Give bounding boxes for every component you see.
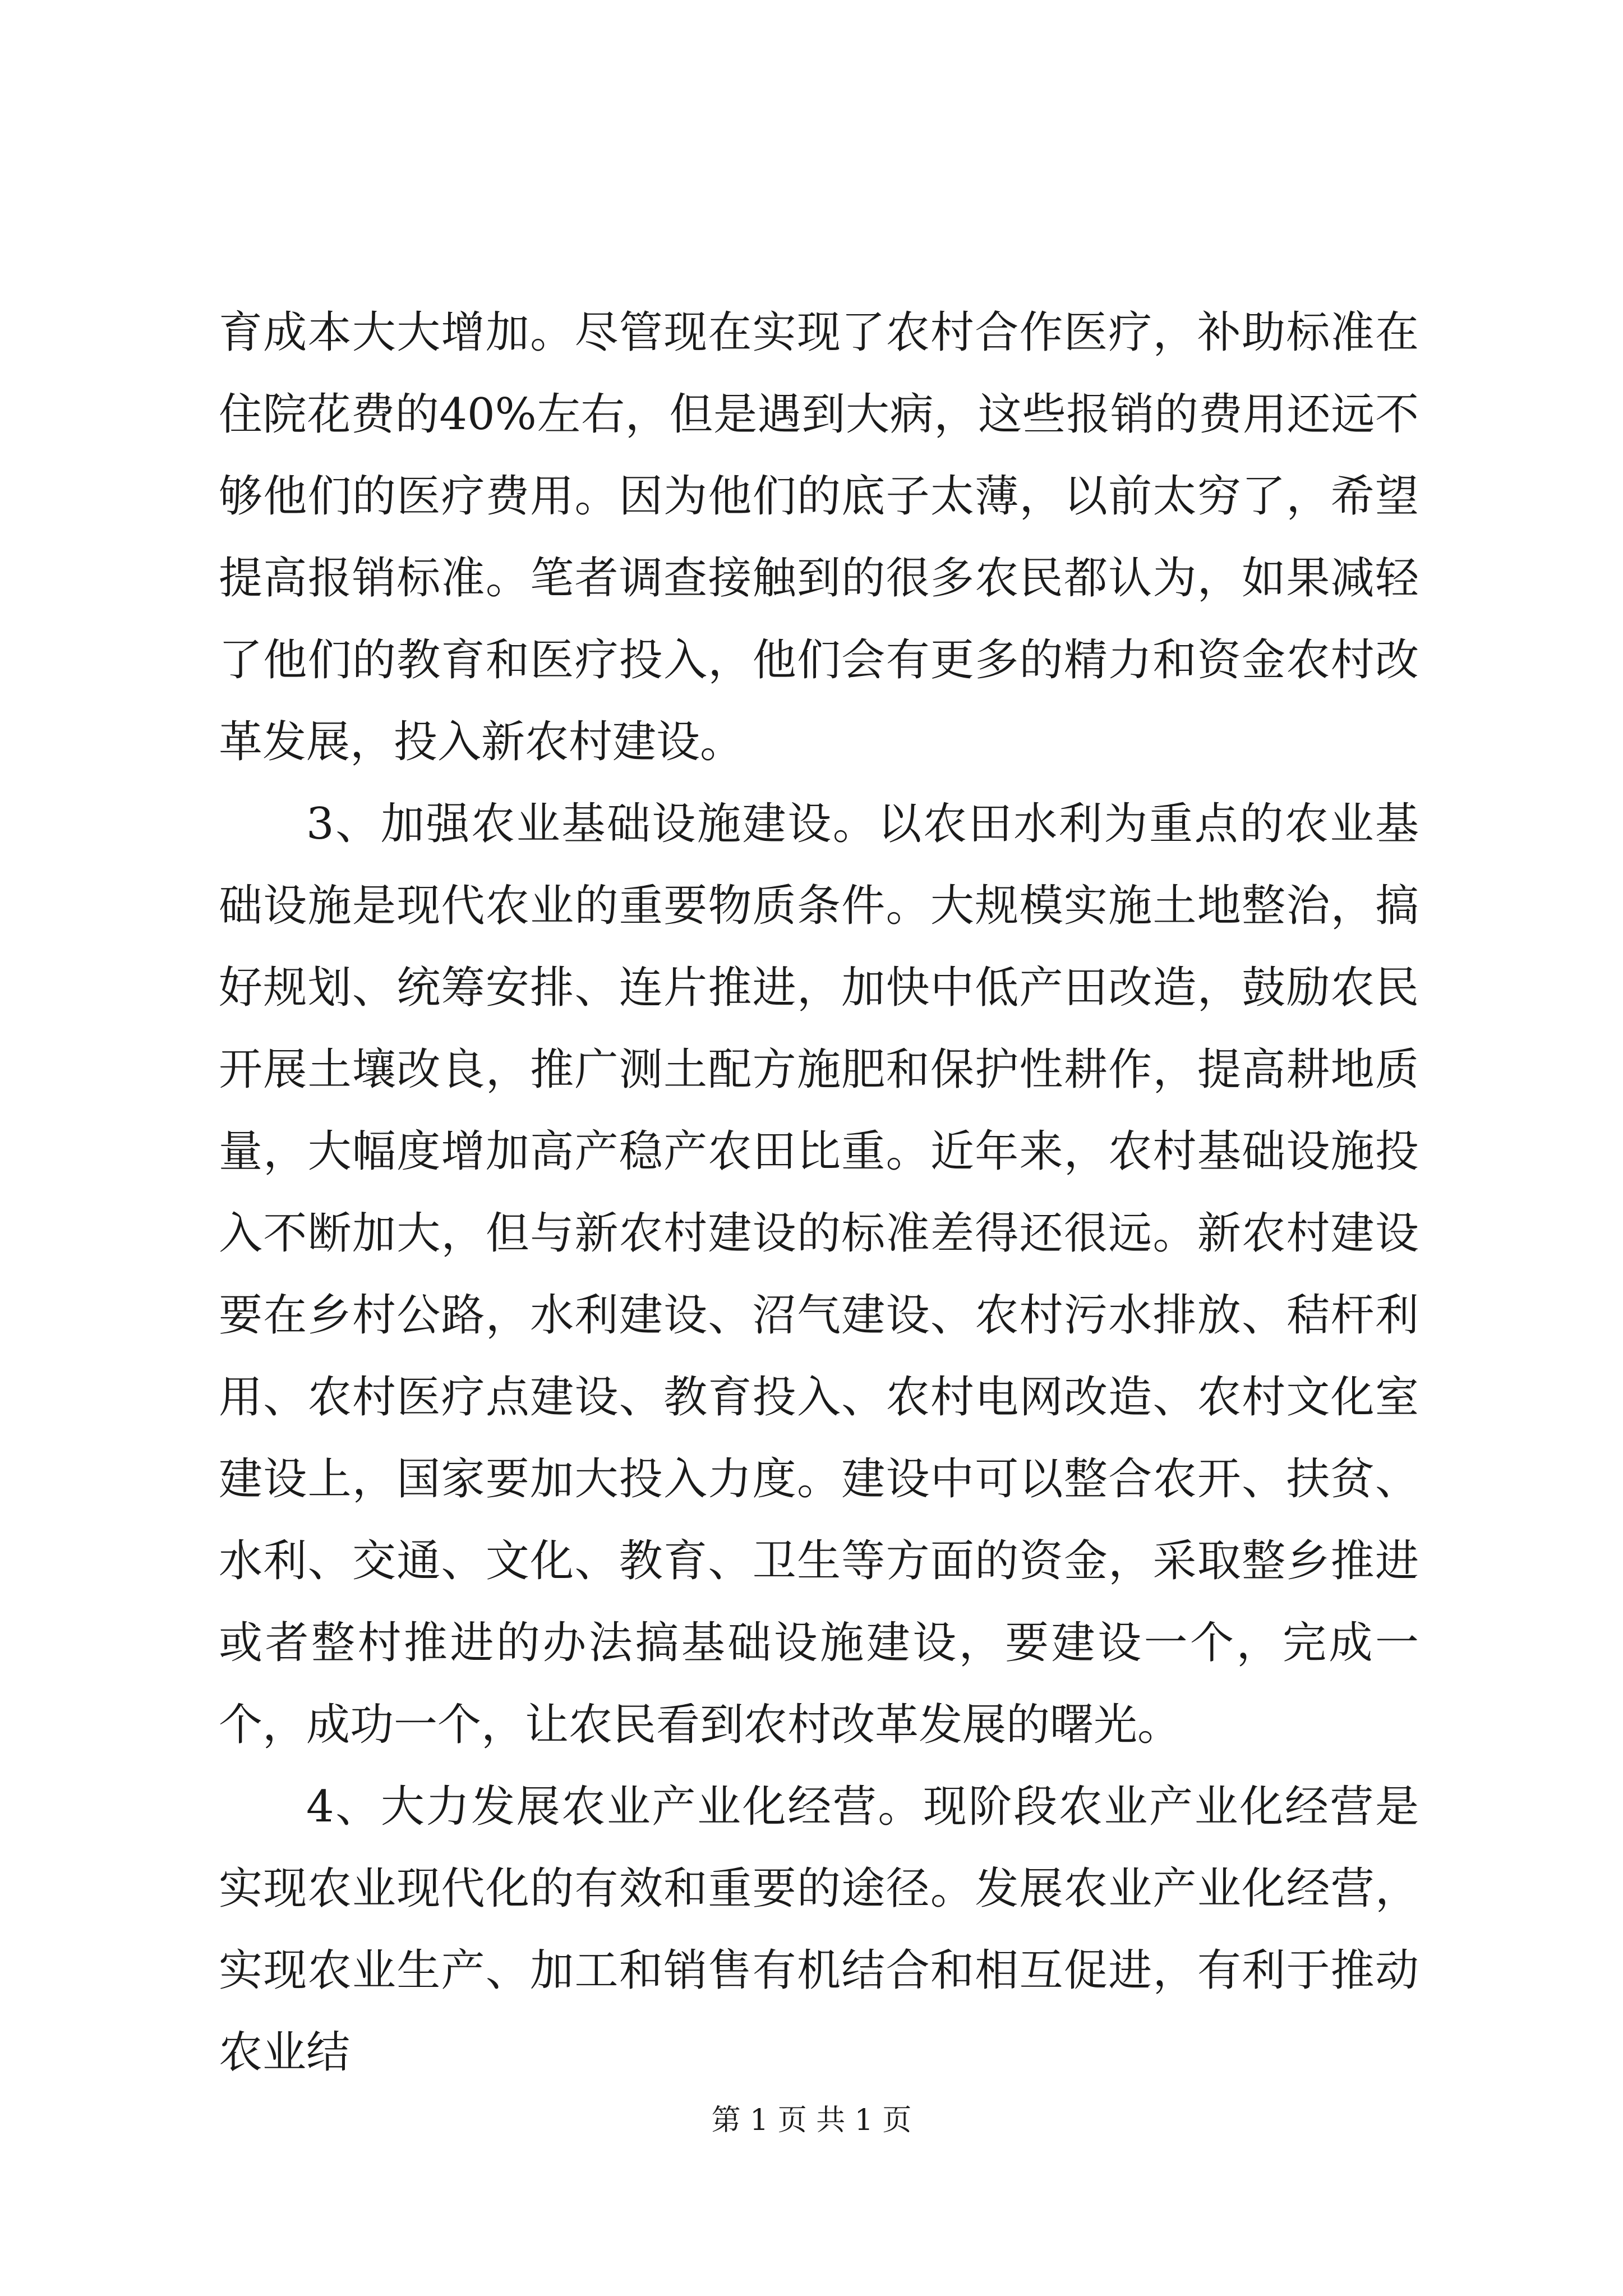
paragraph-1: 育成本大大增加。尽管现在实现了农村合作医疗，补助标准在住院花费的40%左右，但是遇到大病，这些报销的费用还远不够他们的医疗费用。因为他们的底子太薄，以前太穷了，希望提高报销标准。笔者调查接触到的很多农民都认为，如果减轻了他们的教育和医疗投入，他们会有更多的精力和资金农村改革发展，投入新农村建设。	[219, 307, 1419, 767]
page-footer: 第 1 页 共 1 页	[711, 2104, 912, 2137]
paragraph-2: 3、加强农业基础设施建设。以农田水利为重点的农业基础设施是现代农业的重要物质条件。大规模实施土地整治，搞好规划、统筹安排、连片推进，加快中低产田改造，鼓励农民开展土壤改良，推广测土配方施肥和保护性耕作，提高耕地质量，大幅度增加高产稳产农田比重。近年来，农村基础设施投入不断加大，但与新农村建设的标准差得还很远。新农村建设要在乡村公路，水利建设、沼气建设、农村污水排放、秸杆利用、农村医疗点建设、教育投入、农村电网改造、农村文化室建设上，国家要加大投入力度。建设中可以整合农开、扶贫、水利、交通、文化、教育、卫生等方面的资金，采取整乡推进或者整村推进的办法搞基础设施建设，要建设一个，完成一个，成功一个，让农民看到农村改革发展的曙光。	[219, 799, 1419, 1750]
paragraph-3: 4、大力发展农业产业化经营。现阶段农业产业化经营是实现农业现代化的有效和重要的途径。发展农业产业化经营，实现农业生产、加工和销售有机结合和相互促进，有利于推动农业结	[219, 1782, 1419, 2078]
document-body	[219, 292, 1419, 2093]
